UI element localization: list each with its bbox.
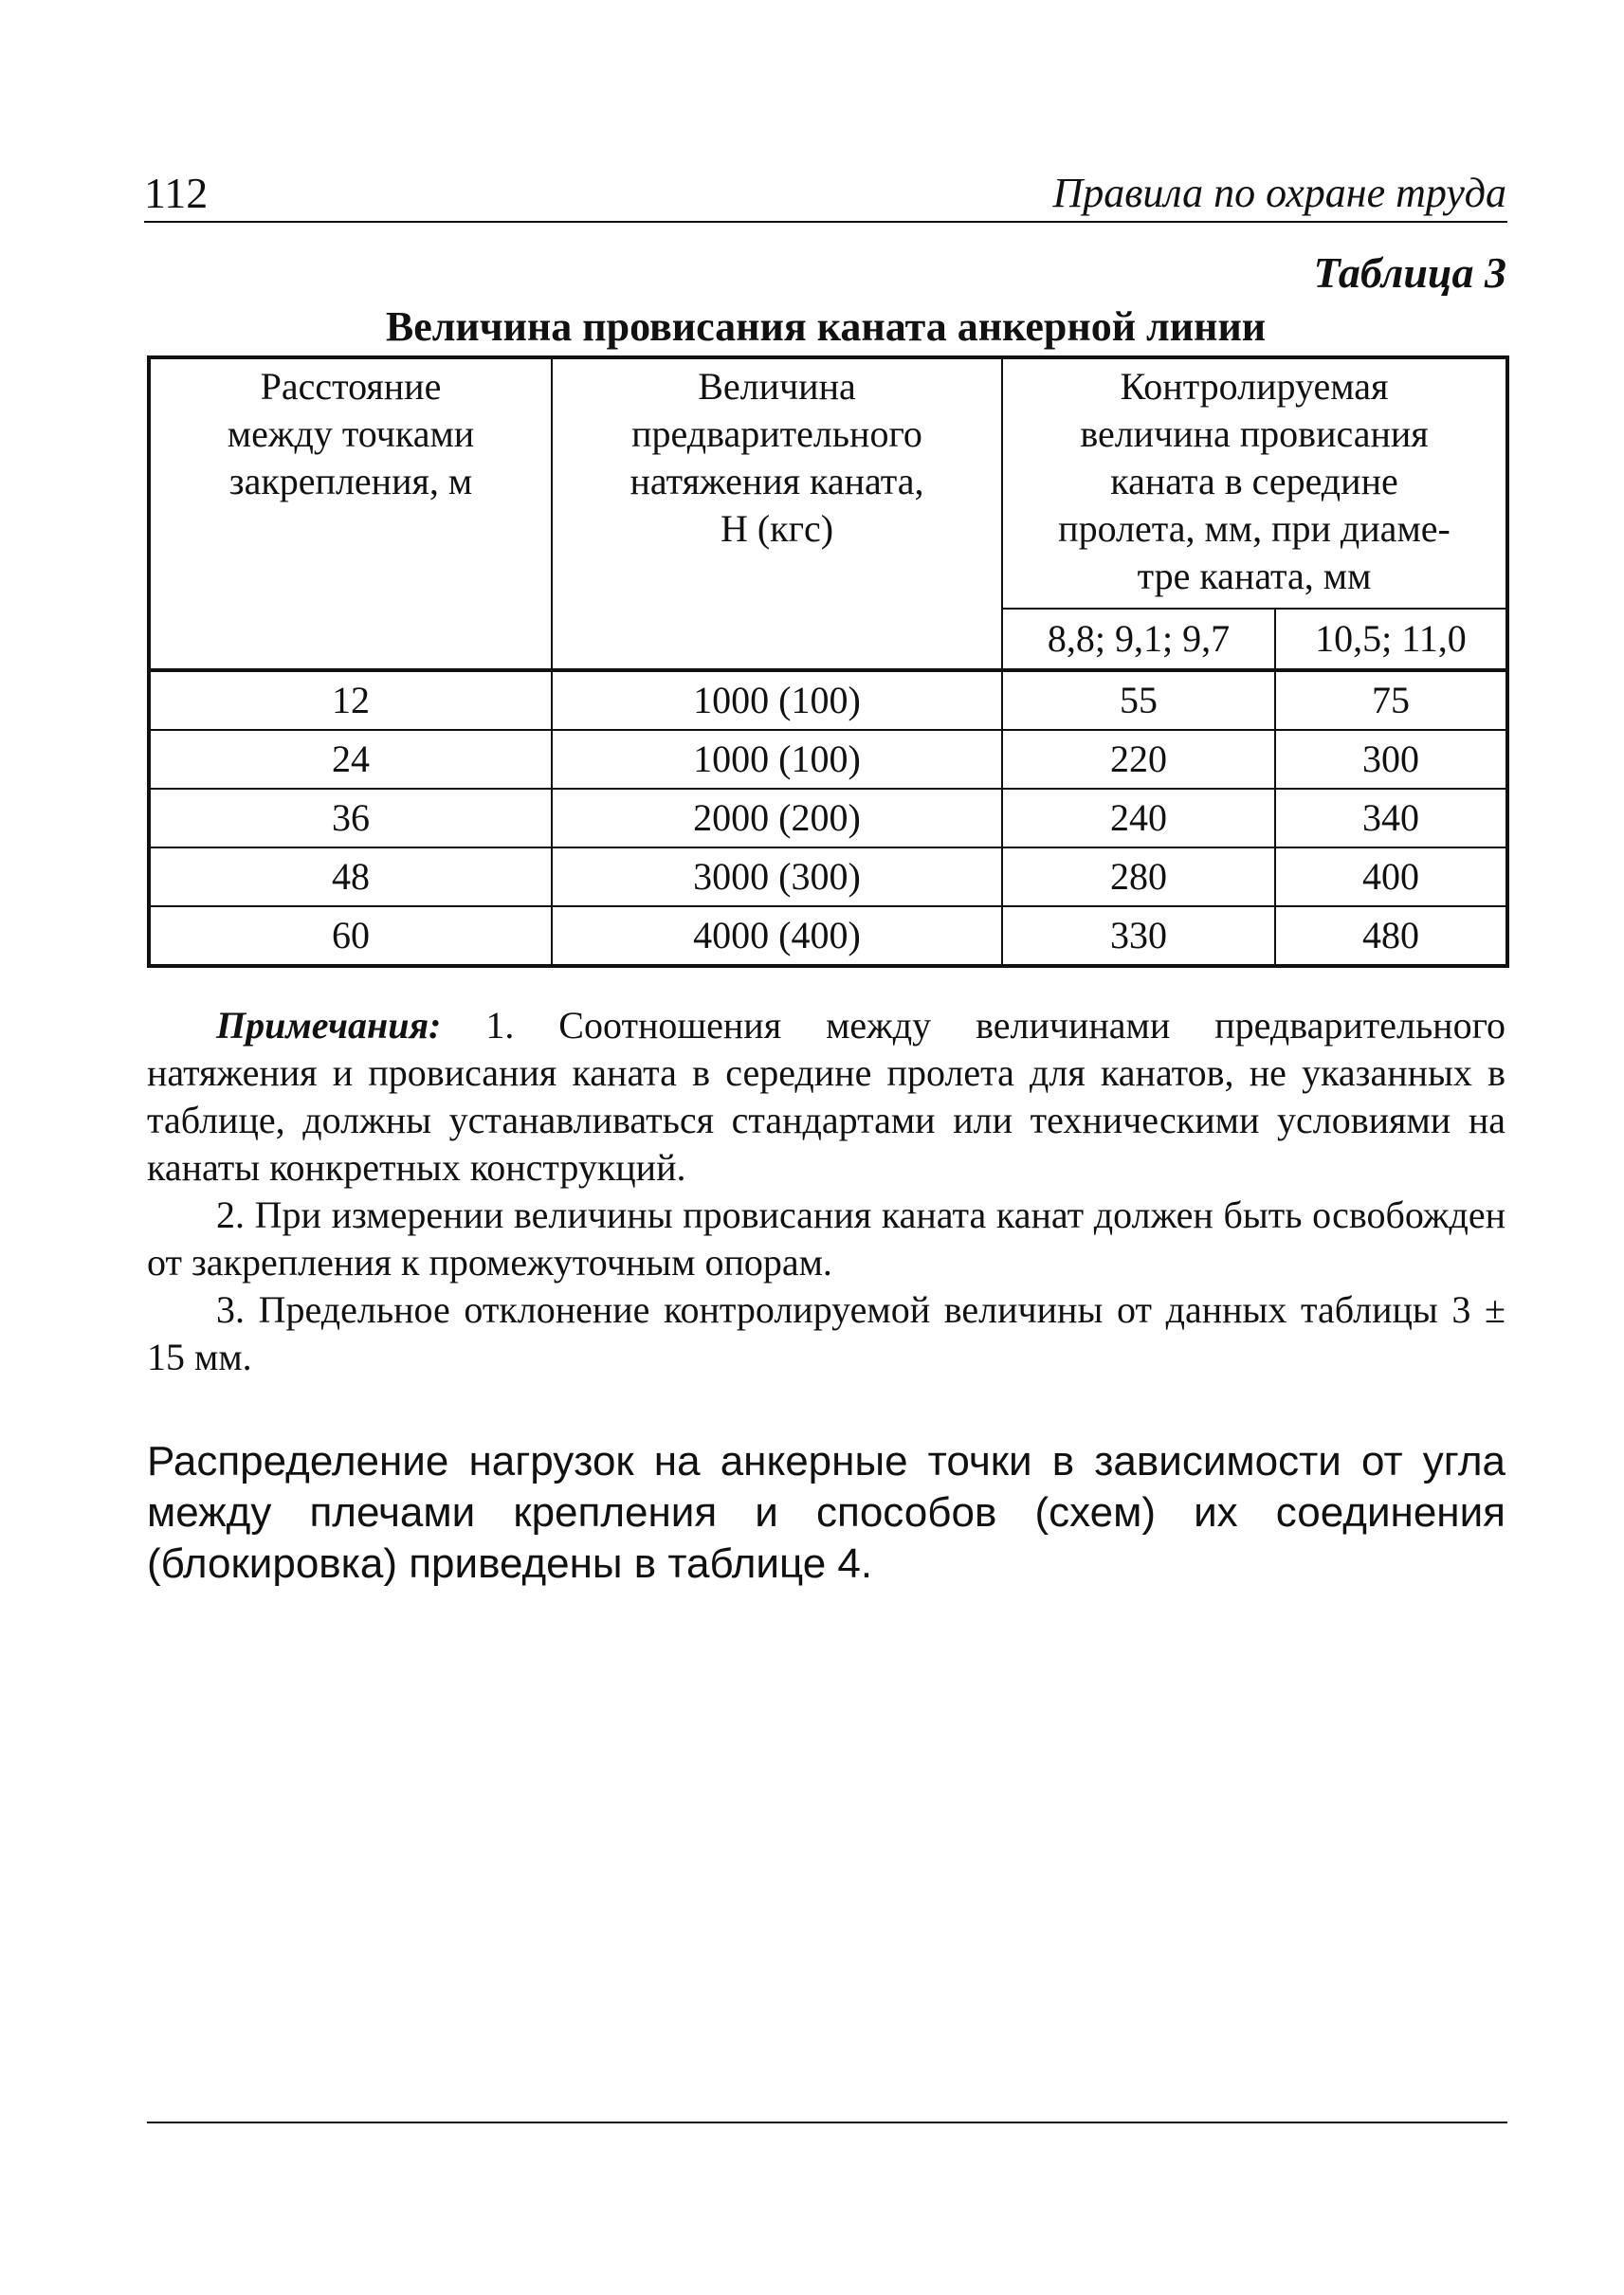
- cell-distance: 36: [149, 789, 552, 847]
- cell-sag-large: 480: [1275, 906, 1507, 966]
- header-sag: [1002, 357, 1507, 609]
- table-row: [149, 906, 1507, 966]
- table-row: [149, 847, 1507, 906]
- running-title: Правила по охране труда: [1052, 170, 1506, 216]
- page-number: 112: [144, 169, 209, 217]
- cell-sag-small: 280: [1002, 847, 1275, 906]
- cell-sag-large: 340: [1275, 789, 1507, 847]
- cell-sag-small: 55: [1002, 670, 1275, 730]
- header-distance-line: закрепления, м: [228, 460, 473, 502]
- note-3: 3. Предельное отклонение контролируемой величины от данных таблицы 3 ± 15 мм.: [147, 1288, 1505, 1378]
- header-sag-line: пролета, мм, при диаме-: [1058, 507, 1451, 550]
- table-label: Таблица 3: [1313, 248, 1506, 297]
- cell-sag-small: 330: [1002, 906, 1275, 966]
- cell-tension: 2000 (200): [552, 789, 1002, 847]
- header-tension-line: Величина: [698, 365, 856, 408]
- cell-distance: 12: [149, 670, 552, 730]
- table-title: Величина провисания каната анкерной линии: [385, 303, 1267, 350]
- cell-distance: 60: [149, 906, 552, 966]
- note-1: [147, 1002, 1505, 1192]
- cell-tension: 1000 (100): [552, 730, 1002, 789]
- table-row: [149, 789, 1507, 847]
- cell-sag-large: 400: [1275, 847, 1507, 906]
- cell-tension: 3000 (300): [552, 847, 1002, 906]
- header-sag-line: тре каната, мм: [1137, 555, 1372, 597]
- header-tension: [552, 357, 1002, 670]
- cell-sag-small: 220: [1002, 730, 1275, 789]
- note-1-text: 1. Соотношения между величинами предварительного натяжения и провисания каната в середине пролета для канатов, не указанных в таблице, должны устанавливаться стандартами или техническими условиями на канаты конкретных конструкций.: [147, 1004, 1505, 1189]
- cell-distance: 48: [149, 847, 552, 906]
- header-sag-line: Контролируемая: [1120, 365, 1389, 408]
- cell-sag-large: 75: [1275, 670, 1507, 730]
- cell-sag-large: 300: [1275, 730, 1507, 789]
- table-row: [149, 730, 1507, 789]
- header-distance-line: Расстояние: [260, 365, 442, 408]
- notes-label: Примечания:: [216, 1004, 442, 1047]
- body-paragraph: Распределение нагрузок на анкерные точки в зависимости от угла между плечами крепления и способов (схем) их соединения (блокировка) приведены в таблице 4.: [147, 1438, 1505, 1587]
- header-tension-line: Н (кгс): [720, 507, 834, 550]
- header-distance: [149, 357, 552, 670]
- header-sag-line: каната в середине: [1110, 460, 1398, 502]
- table-row: [149, 670, 1507, 730]
- header-sag-line: величина провисания: [1080, 412, 1429, 455]
- sag-table: [147, 355, 1509, 968]
- cell-sag-small: 240: [1002, 789, 1275, 847]
- header-diameter-large: 10,5; 11,0: [1275, 609, 1507, 670]
- header-tension-line: предварительного: [631, 412, 922, 455]
- notes-block: [147, 1002, 1505, 1381]
- header-diameter-small: 8,8; 9,1; 9,7: [1002, 609, 1275, 670]
- header-distance-line: между точками: [227, 412, 475, 455]
- header-tension-line: натяжения каната,: [630, 460, 924, 502]
- cell-distance: 24: [149, 730, 552, 789]
- header-rule: [144, 221, 1507, 223]
- note-2: 2. При измерении величины провисания каната канат должен быть освобожден от закрепления к промежуточным опорам.: [147, 1193, 1505, 1284]
- footer-rule: [147, 2122, 1507, 2123]
- cell-tension: 4000 (400): [552, 906, 1002, 966]
- cell-tension: 1000 (100): [552, 670, 1002, 730]
